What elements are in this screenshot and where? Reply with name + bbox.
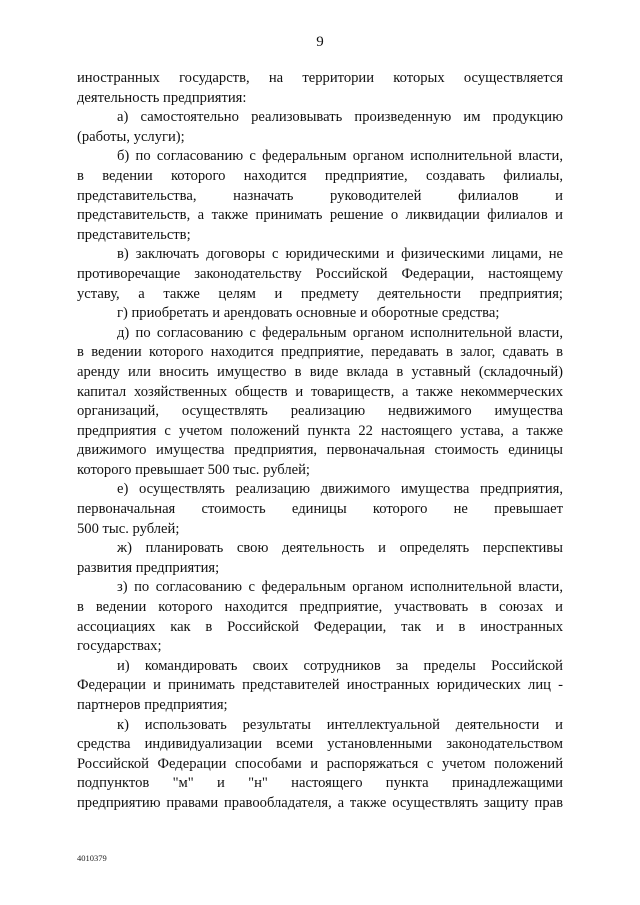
text-line: ж) планировать свою деятельность и определять перспективы [117, 540, 563, 557]
text-line: государствах; [77, 638, 162, 655]
text-line: противоречащие законодательству Российской Федерации, настоящему [77, 265, 563, 282]
text-line: в) заключать договоры с юридическими и физическими лицами, не [117, 246, 563, 263]
text-line: развития предприятия; [77, 559, 220, 576]
document-code: 4010379 [77, 853, 107, 863]
text-line: капитал хозяйственных обществ и товариществ, а также некоммерческих [77, 383, 563, 400]
text-line: представительств, а также принимать решение о ликвидации филиалов и [77, 207, 563, 224]
text-line: представительств; [77, 226, 191, 243]
text-line: з) по согласованию с федеральным органом исполнительной власти, [117, 579, 563, 596]
text-line: организаций, осуществлять реализацию недвижимого имущества [77, 403, 563, 420]
text-line: к) использовать результаты интеллектуальной деятельности и [117, 716, 563, 733]
text-line: деятельность предприятия: [77, 89, 247, 106]
text-line: движимого имущества предприятия, первоначальная стоимость единицы [77, 442, 563, 459]
text-line: е) осуществлять реализацию движимого имущества предприятия, [117, 481, 563, 498]
text-line: предприятию правами правообладателя, а также осуществлять защиту прав [77, 794, 563, 811]
text-line: а) самостоятельно реализовывать произведенную им продукцию [117, 109, 563, 126]
text-line: ассоциациях как в Российской Федерации, так и в иностранных [77, 618, 563, 635]
text-line: 500 тыс. рублей; [77, 520, 180, 537]
text-line: в ведении которого находится предприятие, передавать в залог, сдавать в [77, 344, 563, 361]
text-line: уставу, а также целям и предмету деятельности предприятия; [77, 285, 563, 302]
text-line: Федерации и принимать представителей иностранных юридических лиц - [77, 677, 563, 694]
page-number: 9 [316, 34, 324, 50]
text-line: г) приобретать и арендовать основные и оборотные средства; [117, 305, 500, 322]
text-line: иностранных государств, на территории которых осуществляется [77, 70, 563, 86]
text-line: аренду или вносить имущество в виде вклада в уставный (складочный) [77, 363, 563, 380]
text-line: партнеров предприятия; [77, 697, 228, 713]
text-line: первоначальная стоимость единицы которого не превышает [77, 501, 563, 518]
document-body [77, 69, 563, 814]
text-line: которого превышает 500 тыс. рублей; [77, 461, 310, 478]
text-line: подпунктов "м" и "н" настоящего пункта принадлежащими [77, 775, 563, 792]
text-line: д) по согласованию с федеральным органом исполнительной власти, [117, 324, 563, 341]
text-line: представительства, назначать руководителей филиалов и [77, 187, 563, 204]
text-line: в ведении которого находится предприятие, участвовать в союзах и [77, 599, 563, 616]
text-line: и) командировать своих сотрудников за пределы Российской [117, 657, 563, 674]
text-line: Российской Федерации способами и распоряжаться с учетом положений [77, 755, 563, 772]
text-line: предприятия с учетом положений пункта 22 настоящего устава, а также [77, 422, 563, 439]
text-line: б) по согласованию с федеральным органом исполнительной власти, [117, 148, 563, 165]
text-line: в ведении которого находится предприятие, создавать филиалы, [77, 167, 563, 184]
text-line: средства индивидуализации всеми установленными законодательством [77, 736, 563, 753]
text-line: (работы, услуги); [77, 128, 185, 145]
